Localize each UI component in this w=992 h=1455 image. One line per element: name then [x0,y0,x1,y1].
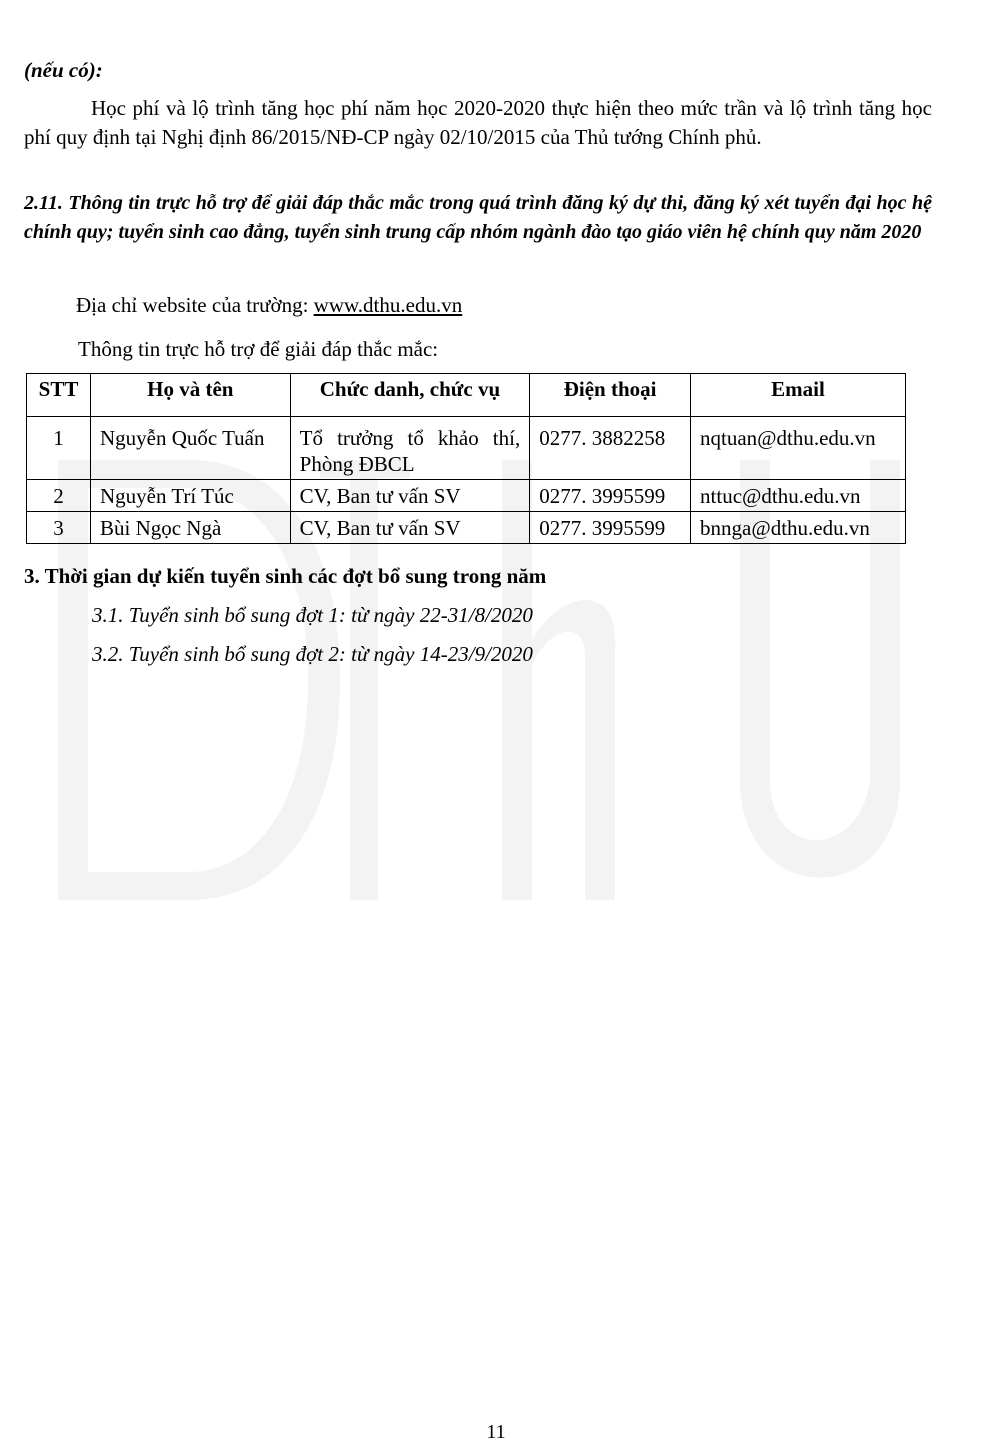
section-3-heading: 3. Thời gian dự kiến tuyển sinh các đợt bổ sung trong năm [24,564,547,588]
table-row [27,417,906,480]
heading-fragment: (nếu có): [24,58,103,82]
website-label: Địa chỉ website của trường: [76,293,314,317]
cell-title: CV, Ban tư vấn SV [290,512,530,544]
table-row [27,512,906,544]
cell-phone: 0277. 3995599 [530,480,691,512]
section-3-item-1: 3.1. Tuyển sinh bổ sung đợt 1: từ ngày 22-31/8/2020 [92,603,533,627]
table-row [27,480,906,512]
cell-stt: 1 [27,417,91,480]
cell-name: Bùi Ngọc Ngà [90,512,290,544]
website-line [76,290,462,320]
header-title: Chức danh, chức vụ [290,374,530,417]
cell-name: Nguyễn Trí Túc [90,480,290,512]
website-link[interactable]: www.dthu.edu.vn [313,293,463,317]
section-2-11-heading: 2.11. Thông tin trực hỗ trợ để giải đáp thắc mắc trong quá trình đăng ký dự thi, đăng ký xét tuyển đại học hệ chính quy; tuyển sinh cao đẳng, tuyển sinh trung cấp nhóm ngành đào tạo giáo viên hệ chính quy năm 2020 [24,192,932,243]
cell-phone: 0277. 3995599 [530,512,691,544]
cell-email[interactable]: bnnga@dthu.edu.vn [691,512,906,544]
cell-title: Tổ trưởng tổ khảo thí, Phòng ĐBCL [290,417,530,480]
cell-phone: 0277. 3882258 [530,417,691,480]
cell-title: CV, Ban tư vấn SV [290,480,530,512]
header-email: Email [691,374,906,417]
header-name: Họ và tên [90,374,290,417]
cell-name: Nguyễn Quốc Tuấn [90,417,290,480]
cell-stt: 2 [27,480,91,512]
section-3-item-2: 3.2. Tuyển sinh bổ sung đợt 2: từ ngày 14-23/9/2020 [92,642,533,666]
support-label: Thông tin trực hỗ trợ để giải đáp thắc mắc: [78,337,439,361]
header-phone: Điện thoại [530,374,691,417]
cell-email[interactable]: nttuc@dthu.edu.vn [691,480,906,512]
tuition-paragraph: Học phí và lộ trình tăng học phí năm học 2020-2020 thực hiện theo mức trần và lộ trình tăng học phí quy định tại Nghị định 86/2015/NĐ-CP ngày 02/10/2015 của Thủ tướng Chính phủ. [24,96,932,149]
contact-table [26,373,906,544]
header-stt: STT [27,374,91,417]
table-header-row [27,374,906,417]
page-number: 11 [486,1421,506,1443]
cell-stt: 3 [27,512,91,544]
cell-email[interactable]: nqtuan@dthu.edu.vn [691,417,906,480]
